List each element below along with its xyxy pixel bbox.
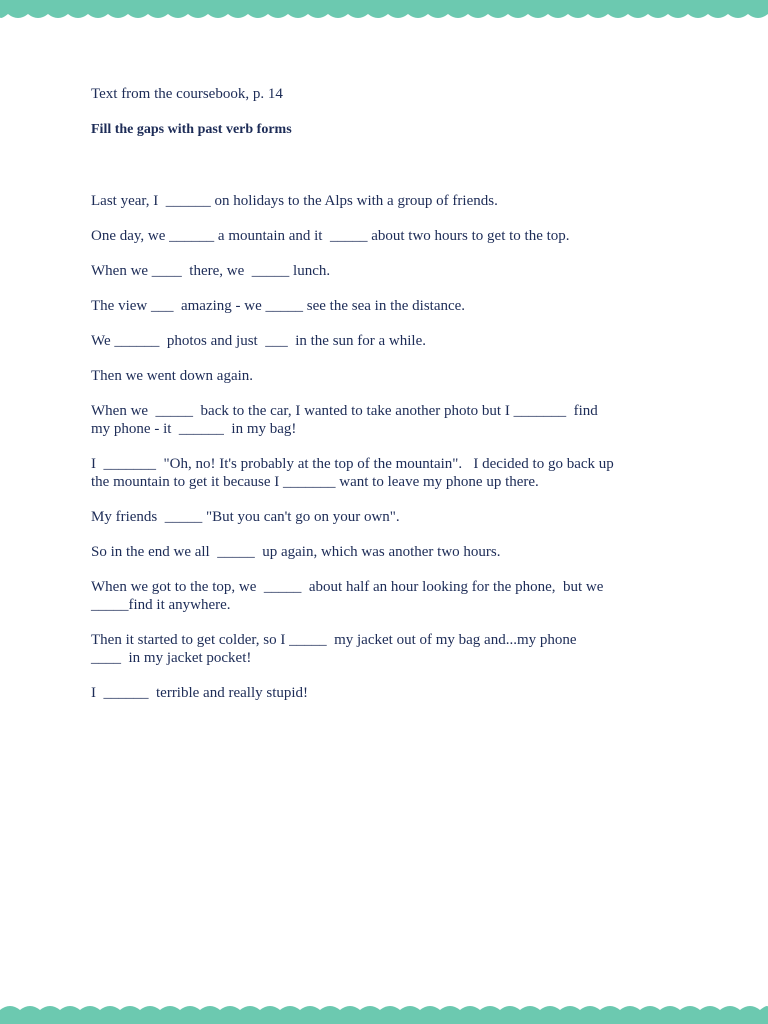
- sentence-5: We ______ photos and just ___ in the sun for a while.: [91, 333, 427, 349]
- exercise-title: Fill the gaps with past verb forms: [91, 122, 292, 137]
- sentence-10: So in the end we all _____ up again, which was another two hours.: [91, 544, 501, 560]
- sentence-6: Then we went down again.: [91, 368, 254, 384]
- sentence-1: Last year, I ______ on holidays to the Alps with a group of friends.: [91, 193, 498, 209]
- sentence-4: The view ___ amazing - we _____ see the sea in the distance.: [91, 298, 466, 314]
- exercise-text: [91, 192, 691, 702]
- sentence-9: My friends _____ "But you can't go on your own".: [91, 509, 400, 525]
- sentence-11: When we got to the top, we _____ about half an hour looking for the phone, but we _____find it anywhere.: [91, 579, 604, 613]
- bottom-wave-border: [0, 1002, 768, 1024]
- worksheet: [91, 85, 691, 719]
- coursebook-reference: Text from the coursebook, p. 14: [91, 86, 283, 102]
- sentence-7: When we _____ back to the car, I wanted to take another photo but I _______ find my phone - it ______ in my bag!: [91, 403, 598, 437]
- sentence-12: Then it started to get colder, so I _____ my jacket out of my bag and...my phone ____ in my jacket pocket!: [91, 632, 577, 666]
- sentence-8: I _______ "Oh, no! It's probably at the top of the mountain". I decided to go back up the mountain to get it because I _______ want to leave my phone up there.: [91, 456, 614, 490]
- top-wave-border: [0, 0, 768, 22]
- sentence-2: One day, we ______ a mountain and it _____ about two hours to get to the top.: [91, 228, 570, 244]
- sentence-13: I ______ terrible and really stupid!: [91, 685, 309, 701]
- sentence-3: When we ____ there, we _____ lunch.: [91, 263, 331, 279]
